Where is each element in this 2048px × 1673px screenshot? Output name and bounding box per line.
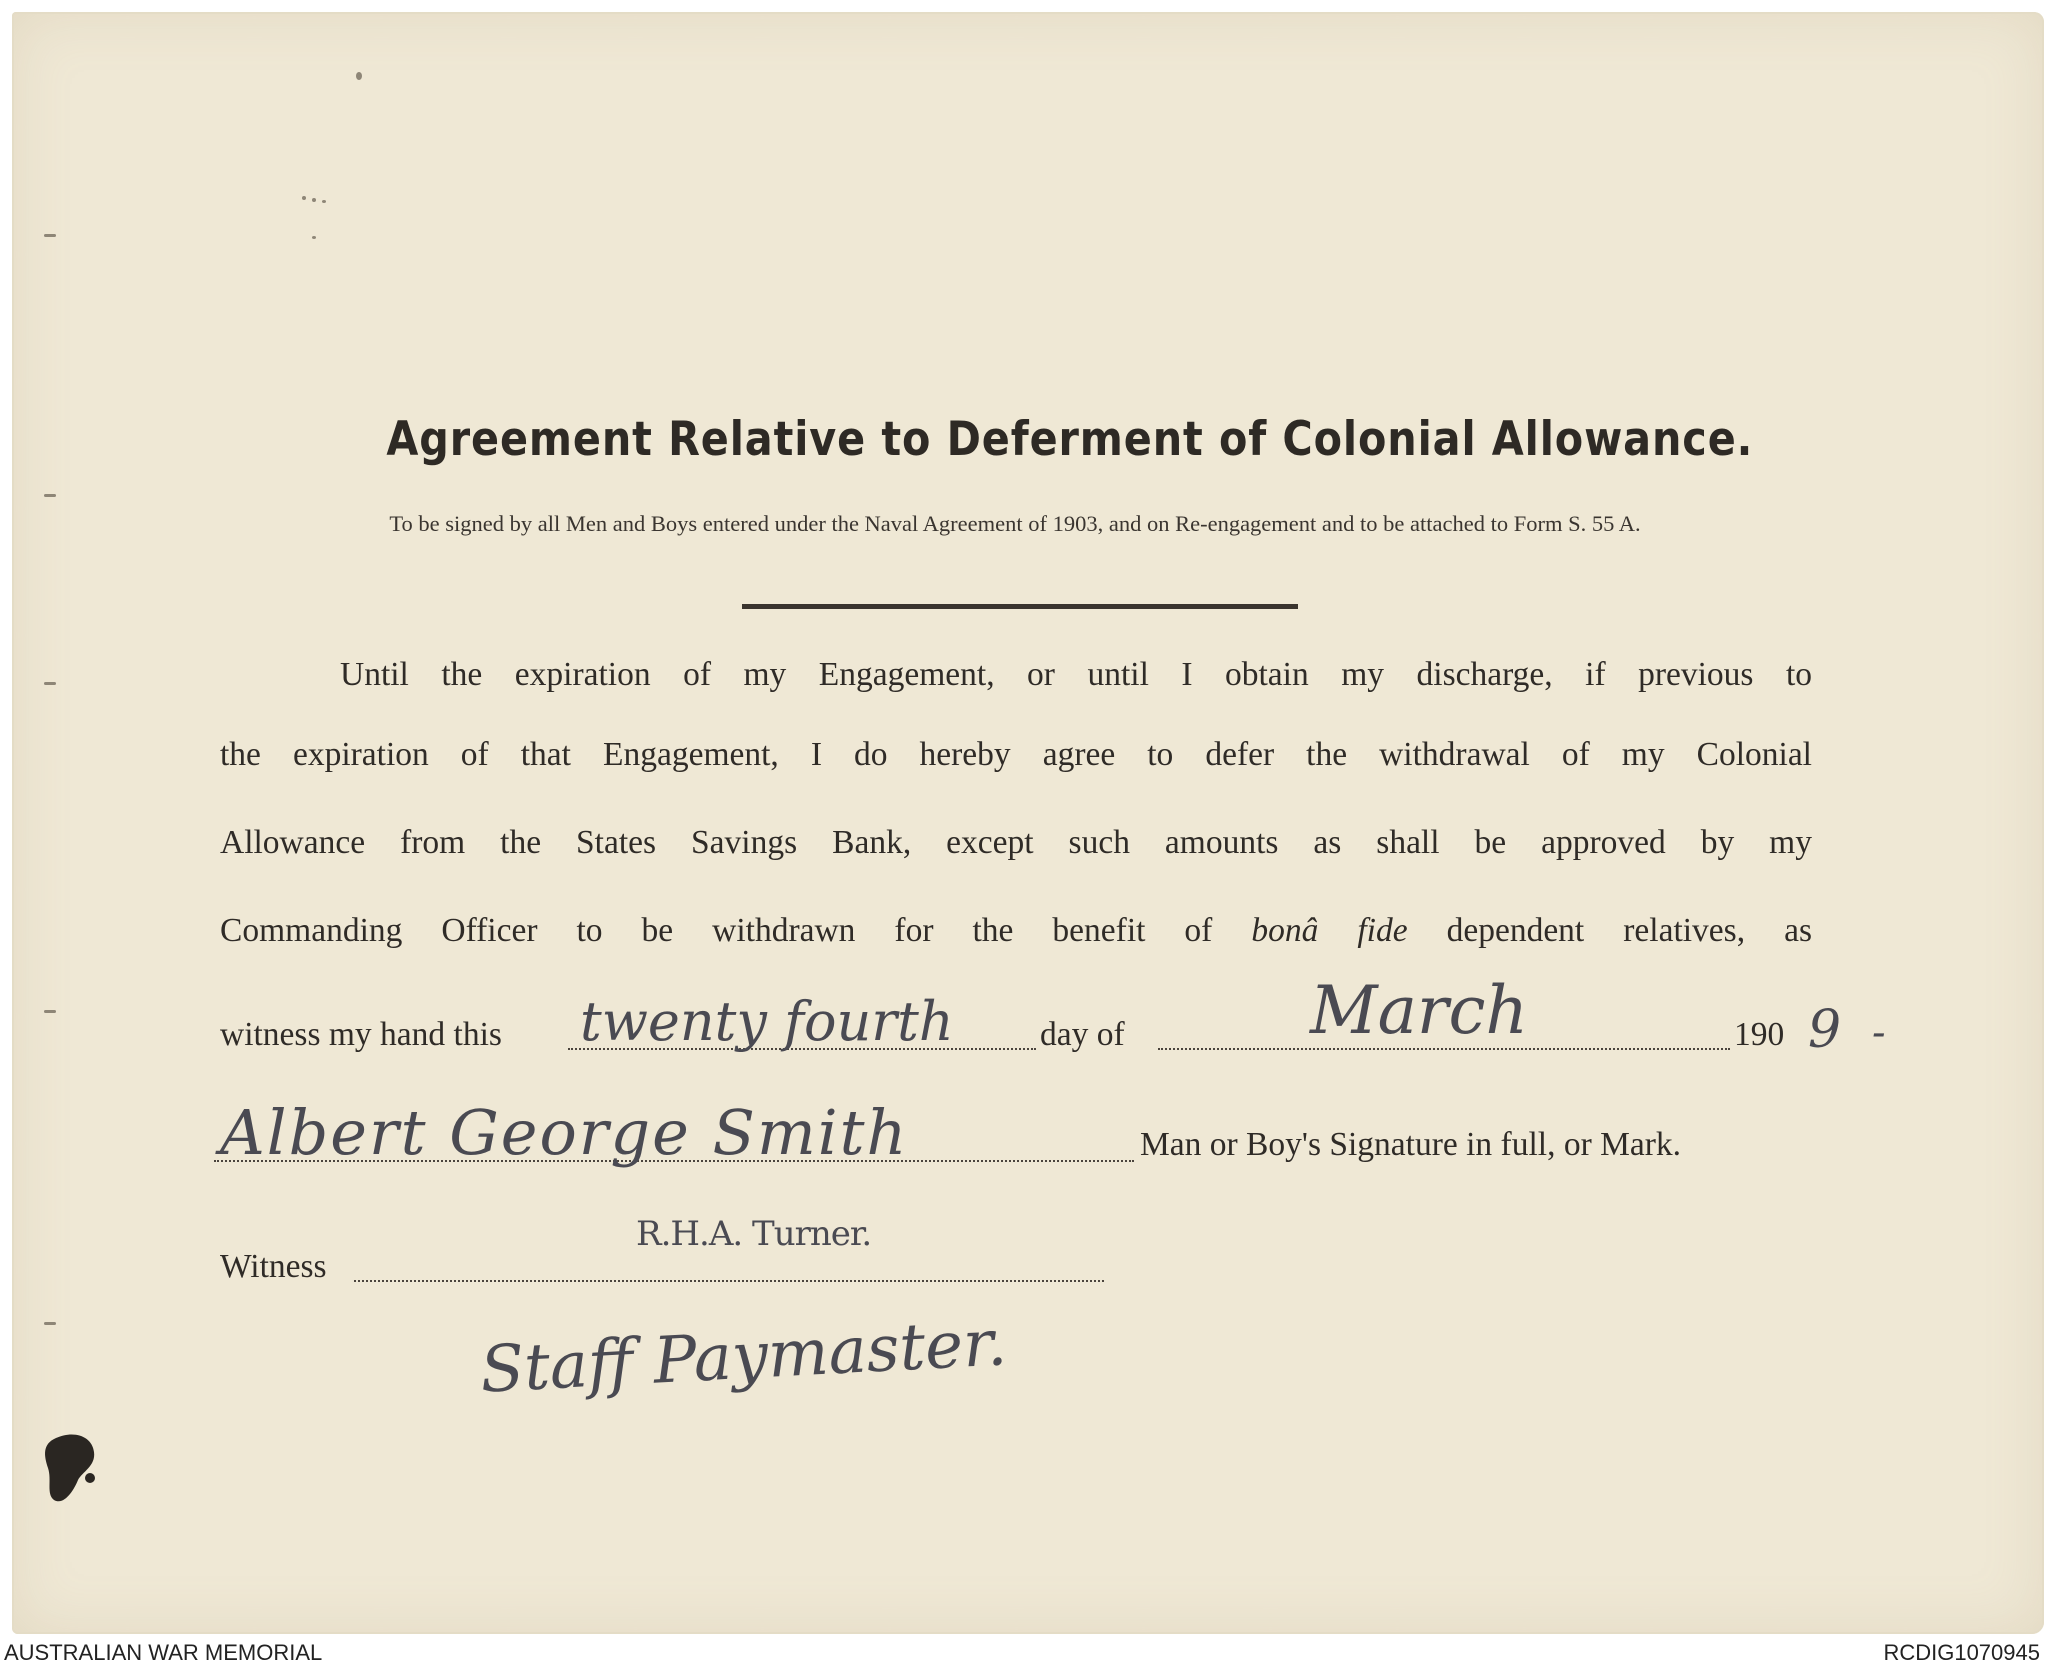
- paper-speck: [44, 1010, 56, 1013]
- witness-title: Staff Paymaster.: [478, 1306, 1009, 1408]
- paragraph-line-4-end: dependent relatives, as: [1407, 912, 1812, 949]
- paper-speck: [44, 234, 56, 237]
- handwritten-dash: -: [1872, 1010, 1886, 1056]
- paper-speck: [302, 196, 306, 200]
- witness-label: Witness: [220, 1248, 327, 1285]
- handwritten-signer: Albert George Smith: [220, 1096, 909, 1169]
- paper-speck: [44, 494, 56, 497]
- year-prefix: 190: [1734, 1016, 1785, 1053]
- document-title: Agreement Relative to Deferment of Colonial Allowance.: [386, 412, 1754, 467]
- footer-id: RCDIG1070945: [1883, 1640, 2040, 1665]
- paper-speck: [312, 236, 316, 239]
- document-subtitle: To be signed by all Men and Boys entered under the Naval Agreement of 1903, and on Re-engagement and to be attached to Form S. 55 A.: [389, 511, 1641, 536]
- paper-speck: [356, 72, 362, 80]
- footer-source: AUSTRALIAN WAR MEMORIAL: [4, 1640, 323, 1665]
- paper-sheet: [12, 12, 2044, 1634]
- paragraph-line-4: [220, 912, 1812, 950]
- witness-signature: R.H.A. Turner.: [636, 1214, 872, 1254]
- paper-speck: [322, 200, 326, 203]
- paragraph-line-2: the expiration of that Engagement, I do hereby agree to defer the withdrawal of my Colonial: [220, 736, 1812, 773]
- title-rule: [742, 604, 1298, 609]
- paper-speck: [312, 198, 316, 202]
- paper-speck: [44, 1322, 56, 1325]
- paragraph-line-1: Until the expiration of my Engagement, or until I obtain my discharge, if previous to: [340, 656, 1812, 693]
- witness-fill-line: [354, 1280, 1104, 1282]
- bona-fide-text: bonâ fide: [1251, 912, 1408, 949]
- signature-caption: Man or Boy's Signature in full, or Mark.: [1140, 1126, 1682, 1163]
- ink-blot: [34, 1428, 104, 1518]
- witness-hand-text: witness my hand this: [220, 1016, 502, 1053]
- paragraph-line-3: Allowance from the States Savings Bank, except such amounts as shall be approved by my: [220, 824, 1812, 861]
- paragraph-line-4-start: Commanding Officer to be withdrawn for the benefit of: [220, 912, 1252, 949]
- paper-speck: [44, 682, 56, 685]
- day-of-text: day of: [1040, 1016, 1125, 1053]
- handwritten-day: twenty fourth: [580, 990, 954, 1053]
- handwritten-month: March: [1310, 972, 1528, 1049]
- handwritten-year: 9: [1808, 1000, 1842, 1060]
